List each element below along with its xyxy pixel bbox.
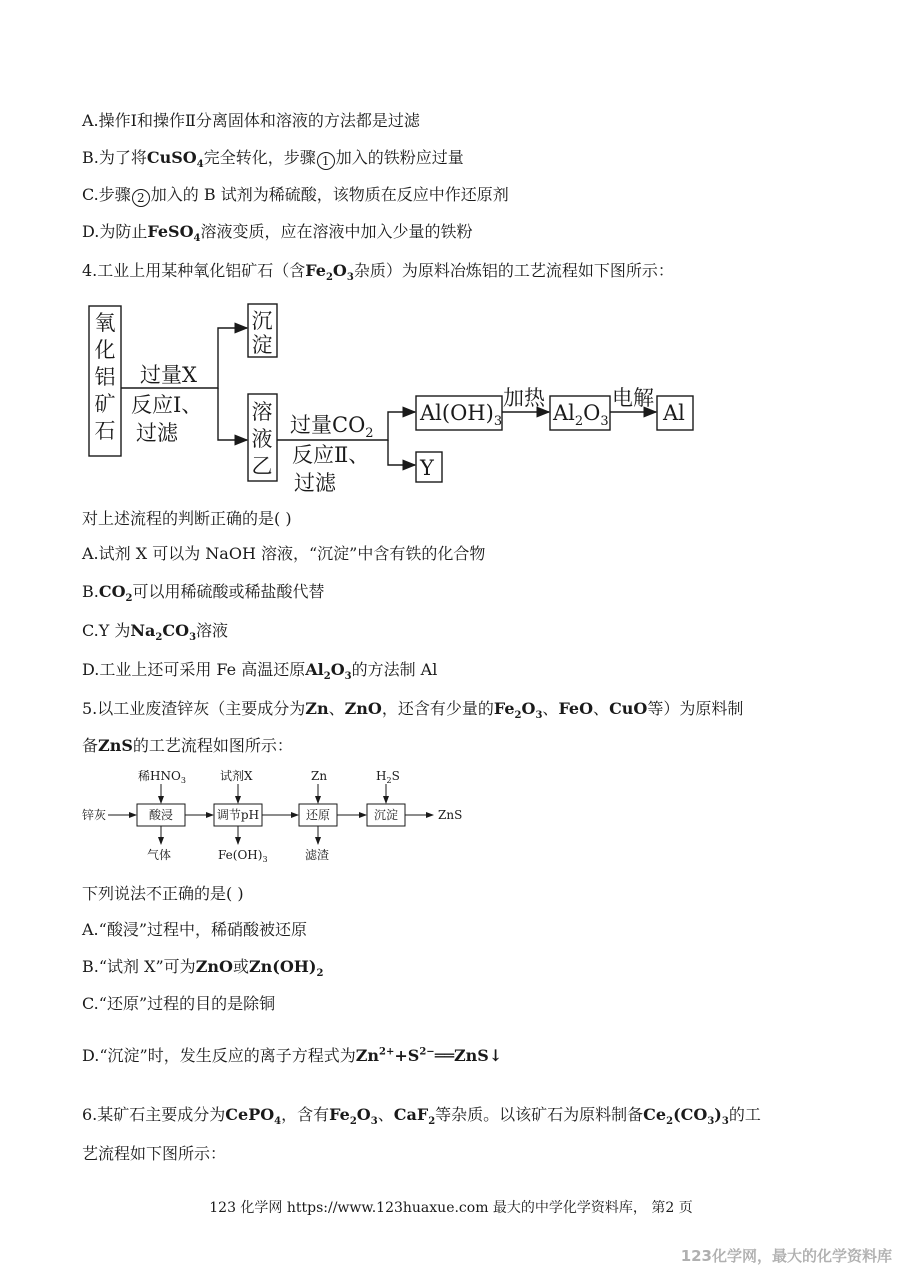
ore-char: 铝	[94, 365, 116, 389]
q4-option-d: D.工业上还可采用 Fe 高温还原$Al_2O_3$的方法制 Al	[82, 660, 438, 683]
residue-label: 滤渣	[305, 848, 330, 862]
q4-stem: 4.工业上用某种氧化铝矿石（含$Fe_2O_3$杂质）为原料冶炼铝的工艺流程如下图所示：	[82, 261, 674, 284]
watermark: 123化学网，最大的化学资料库	[680, 1247, 892, 1265]
q5-stem-line2: 备ZnS的工艺流程如图所示：	[82, 736, 293, 755]
step-1-marker: 1	[317, 152, 335, 170]
reduction-label: 还原	[305, 808, 331, 822]
q3-option-c: C.步骤 2 加入的 B 试剂为稀硫酸，该物质在反应中作还原剂	[82, 185, 509, 205]
q5-option-a: A.“酸浸”过程中，稀硝酸被还原	[82, 920, 308, 939]
al-label: Al	[663, 401, 685, 425]
q5-option-d: D.“沉淀”时，发生反应的离子方程式为$Zn^{2+}+S^{2-}══ZnS↓$	[82, 1046, 503, 1065]
al2o3-label: $Al_2O_3$	[553, 401, 609, 429]
ore-char: 化	[94, 338, 116, 362]
q3-option-b: B.为了将CuSO$_4$完全转化，步骤 1 加入的铁粉应过量	[82, 148, 464, 171]
ore-char: 矿	[94, 392, 116, 416]
reaction1-filter-label: 过滤	[136, 421, 178, 445]
acid-leach-label: 酸浸	[148, 808, 174, 822]
input-label: 锌灰	[82, 808, 107, 822]
q4-option-a: A.试剂 X 可以为 NaOH 溶液，“沉淀”中含有铁的化合物	[82, 544, 486, 563]
q3-option-d: D.为防止FeSO$_4$溶液变质，应在溶液中加入少量的铁粉	[82, 222, 473, 245]
reagent1-label: 过量X	[140, 363, 197, 387]
solution-char: 液	[251, 427, 273, 451]
reagent2-label: 过量$CO_2$	[290, 413, 374, 441]
solution-char: 溶	[251, 400, 273, 424]
hno3-label: 稀$HNO_3$	[138, 769, 186, 785]
reaction2-filter-label: 过滤	[294, 471, 336, 495]
ore-char: 氧	[94, 311, 116, 335]
gas-label: 气体	[147, 848, 172, 862]
q4-option-c: C.Y 为$Na_2CO_3$溶液	[82, 621, 229, 644]
q6-stem-line2: 艺流程如下图所示：	[82, 1144, 227, 1163]
reaction2-label: 反应Ⅱ、	[292, 443, 370, 467]
reaction1-label: 反应Ⅰ、	[131, 393, 203, 417]
ore-char: 石	[94, 419, 116, 443]
q4-question: 对上述流程的判断正确的是( )	[82, 509, 292, 528]
q6-stem: 6.某矿石主要成分为CePO$_4$，含有$Fe_2O_3$、CaF$_2$等杂质。以该矿石为原料制备$Ce_2(CO_3)_3$的工	[82, 1105, 761, 1128]
aloh3-label: $Al(OH)_3$	[420, 401, 503, 429]
q5-question: 下列说法不正确的是( )	[82, 884, 244, 903]
step-2-marker: 2	[132, 189, 150, 207]
precipitation-label: 沉淀	[373, 808, 399, 822]
q3-option-a: A.操作Ⅰ和操作Ⅱ分离固体和溶液的方法都是过滤	[82, 111, 420, 130]
zn-input-label: Zn	[311, 769, 328, 783]
heat-label: 加热	[503, 386, 545, 410]
q5-stem: 5.以工业废渣锌灰（主要成分为Zn、ZnO，还含有少量的$Fe_2O_3$、FeO、CuO等）为原料制	[82, 699, 744, 722]
precipitate-char: 淀	[251, 333, 273, 357]
page-footer: 123 化学网 https://www.123huaxue.com 最大的中学化学资料库， 第2 页	[209, 1200, 693, 1216]
feoh3-label: $Fe(OH)_3$	[218, 848, 268, 864]
electrolysis-label: 电解	[612, 386, 654, 410]
q4-option-b: $B.CO_2$可以用稀硫酸或稀盐酸代替	[82, 582, 325, 605]
q5-option-c: C.“还原”过程的目的是除铜	[82, 994, 276, 1013]
q5-option-b: B.“试剂 X”可为ZnO或$Zn(OH)_2$	[82, 957, 324, 980]
y-label: Y	[420, 456, 434, 480]
output-label: ZnS	[438, 808, 463, 822]
precipitate-char: 沉	[251, 309, 273, 333]
reagent-x-label: 试剂X	[220, 769, 253, 783]
solution-char: 乙	[251, 454, 273, 478]
adjust-ph-label: 调节pH	[216, 808, 260, 822]
h2s-label: $H_2S$	[376, 769, 400, 785]
